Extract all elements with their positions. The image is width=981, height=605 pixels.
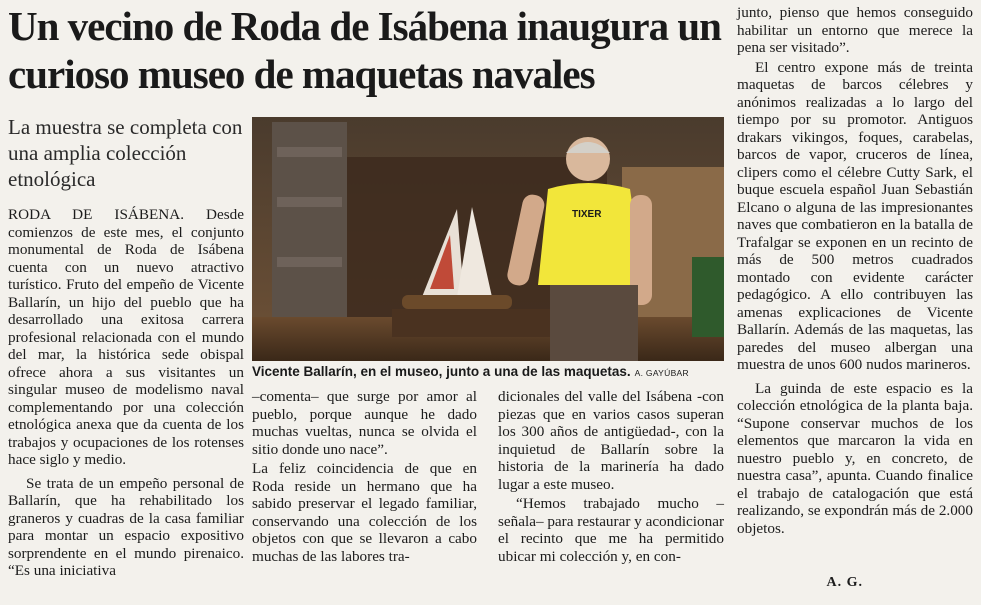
plant [692, 257, 724, 337]
paragraph: La feliz coincidencia de que en Roda reside un hermano que ha sabido preservar el legado familiar, conservando una colección de los objetos con que se llevaron a cabo muchas de las labores tra- [252, 460, 477, 565]
tshirt-print: TIXER [572, 209, 602, 220]
column-4 [737, 4, 973, 537]
article-photo [252, 117, 724, 361]
ship-model-hull [402, 295, 512, 309]
museum-photo-illustration [252, 117, 724, 361]
author-signature: A. G. [826, 575, 863, 590]
paragraph: junto, pienso que hemos conseguido habilitar un entorno que merece la pena ser visitado”. [737, 4, 973, 56]
dateline: RODA DE ISÁBENA. [8, 206, 185, 223]
yellow-tshirt [538, 183, 644, 285]
paragraph: –comenta– que surge por amor al pueblo, porque aunque he dado muchas vueltas, nunca se olvida el sitio donde uno nace”. [252, 388, 477, 458]
paragraph: “Hemos trabajado mucho –señala– para restaurar y acondicionar el recinto que me ha permitido ubicar mi colección y, en con- [498, 495, 725, 565]
paragraph-text: Desde comienzos de este mes, el conjunto monumental de Roda de Isábena cuenta con un nuevo atractivo turístico. Fruto del empeño de Vicente Ballarín, un hijo del pueblo que ha desarrollado una exitosa carrera profesional relacionada con el mundo del mar, la histórica sede obispal ofrece ahora a sus visitantes un singular museo de modelismo naval complementando por una colección etnológica anexa que da cuenta de los trabajos y ocupaciones de los rotenses hace siglo y medio. [8, 206, 244, 468]
paragraph: La guinda de este espacio es la colección etnológica de la planta baja. “Supone conservar muchos de los elementos que marcaron la vida en nuestro pueblo y, en concreto, de nuestra casa”, apunta. Cuando finalice el trabajo de catalogación que está realizando, se expondrán más de 2.000 objetos. [737, 379, 973, 537]
deck-subtitle: La muestra se completa con una amplia colección etnológica [8, 115, 243, 191]
paragraph: El centro expone más de treinta maquetas de barcos célebres y anónimos realizadas a lo largo del tiempo por su promotor. Antiguos drakars vikingos, foques, carabelas, barcos de vapor, cruceros de línea, clipers como el célebre Cutty Sark, el buque escuela español Juan Sebastián Elcano o alguna de las impresionantes naves que combatieron en la batalla de Trafalgar se exponen en un recinto de más de 500 metros cuadrados montado con evidente carácter pedagógico. A ello contribuyen las amenas explicaciones de Vicente Ballarín. Además de las maquetas, las paredes del museo albergan una muestra de unos 600 nudos marineros. [737, 58, 973, 373]
photo-credit: A. GAYÚBAR [634, 368, 689, 378]
column-1 [8, 206, 244, 580]
column-3 [498, 388, 724, 565]
caption-text: Vicente Ballarín, en el museo, junto a una de las maquetas. [252, 364, 631, 379]
paragraph [8, 206, 244, 469]
column-2 [252, 388, 477, 565]
headline: Un vecino de Roda de Isábena inaugura un curioso museo de maquetas navales [8, 3, 721, 97]
photo-caption [252, 364, 724, 379]
paragraph: dicionales del valle del Isábena -con piezas que en varios casos superan los 300 años de antigüedad-, con la inquietud de Ballarín sobre la historia de la marinería ha dado lugar a este museo. [498, 388, 724, 493]
paragraph: Se trata de un empeño personal de Ballarín, que ha rehabilitado los graneros y cuadras de la casa familiar para montar un espacio expositivo sorprendente en el mundo pirenaico. “Es una iniciativa [8, 474, 244, 579]
